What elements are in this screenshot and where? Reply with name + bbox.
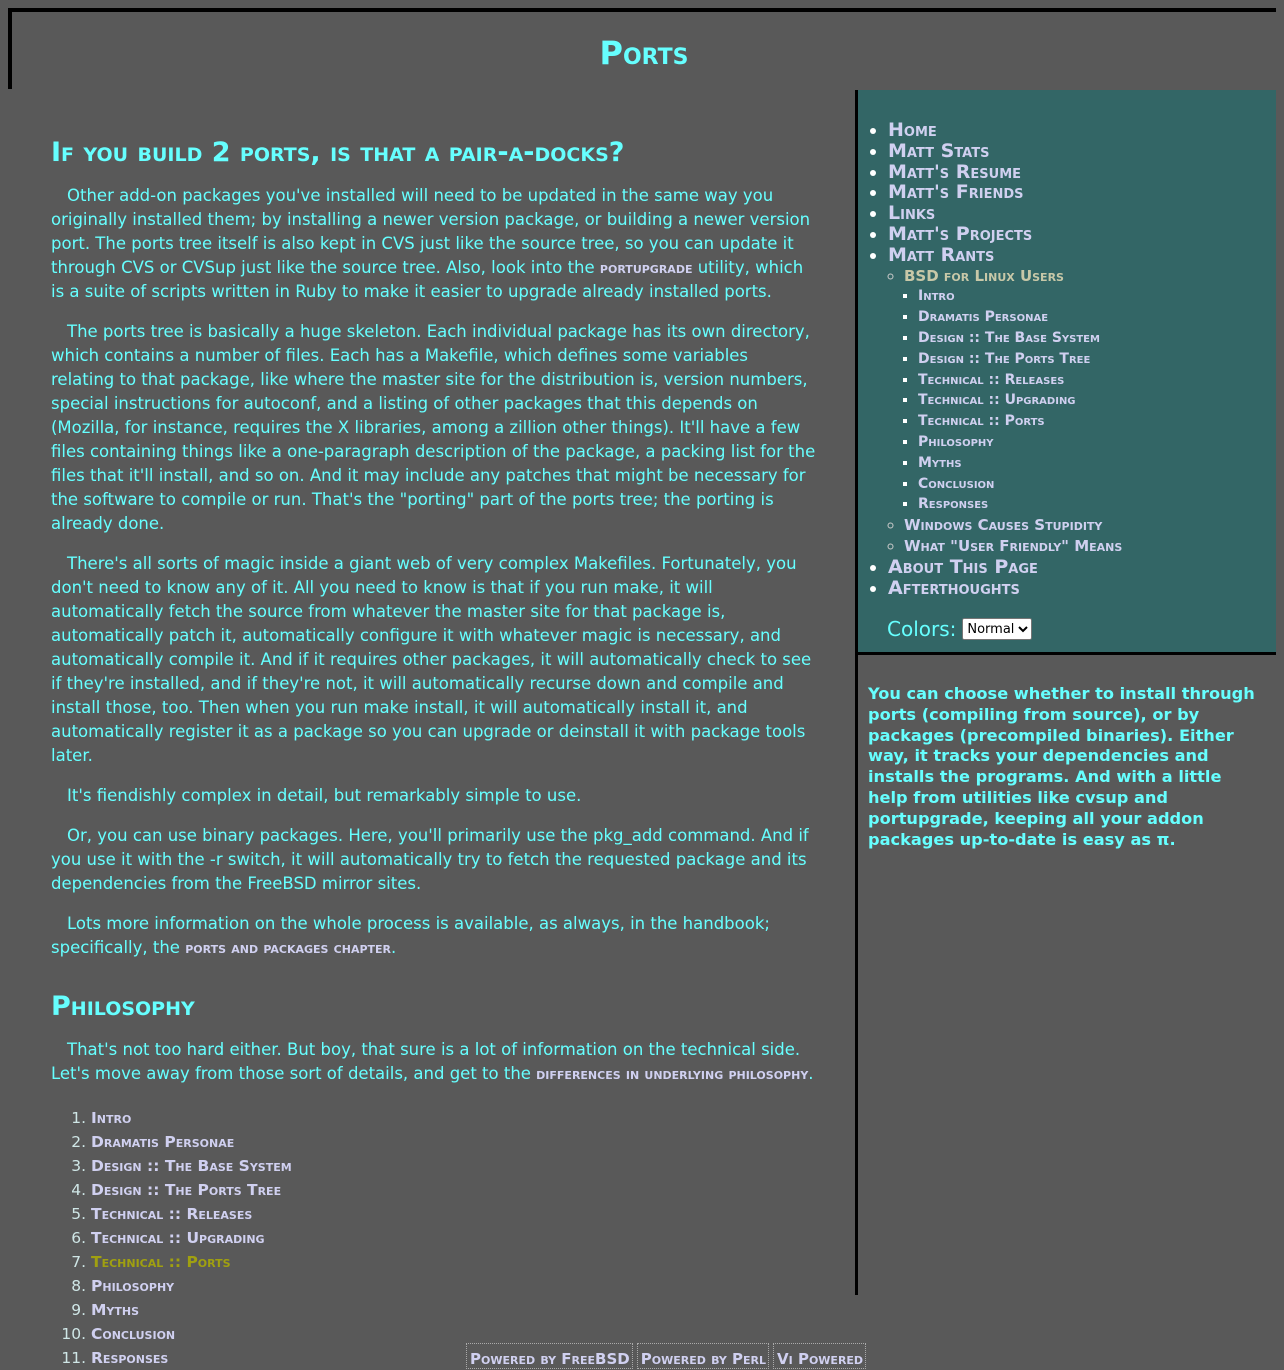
nav-item	[888, 162, 1276, 183]
colors-label: Colors:	[887, 617, 957, 641]
nav-link-about[interactable]: About This Page	[888, 555, 1038, 578]
vi-badge[interactable]: Vi Powered	[773, 1343, 866, 1369]
nav-chapter-link[interactable]: Conclusion	[918, 475, 995, 492]
nav-chapter-link[interactable]: Design :: The Ports Tree	[918, 350, 1091, 367]
paragraph: Lots more information on the whole process is available, as always, in the handbook; specifically, the ports and packages chapter.	[51, 914, 770, 957]
toc-item	[91, 1298, 816, 1322]
paragraph: There's all sorts of magic inside a giant web of very complex Makefiles. Fortunately, you don't need to know any of it. All you need to know is that if you run make, it will automatically fetch the source from whatever the master site for that package is, automatically patch it, automatically configure it with whatever magic is necessary, and automatically compile it. And if it requires other packages, it will automatically check to see if they're installed, and if they're not, it will automatically recurse down and compile and install those, too. Then when you run make install, it will automatically install it, and automatically register it as a package so you can upgrade or deinstall it with package tools later.	[51, 554, 812, 765]
nav-chapter-link[interactable]: Technical :: Upgrading	[918, 392, 1076, 409]
nav-link-stats[interactable]: Matt Stats	[888, 139, 990, 162]
toc-link[interactable]: Technical :: Upgrading	[91, 1229, 265, 1247]
toc-item	[91, 1202, 816, 1226]
nav-item	[888, 203, 1276, 224]
nav-subsubitem	[918, 349, 1276, 370]
colors-select[interactable]	[962, 618, 1032, 640]
toc-item-current	[91, 1250, 816, 1274]
toc-item	[91, 1178, 816, 1202]
nav-chapter-link[interactable]: Technical :: Ports	[918, 413, 1045, 430]
nav-chapter-link[interactable]: Myths	[918, 454, 962, 471]
toc-link[interactable]: Technical :: Releases	[91, 1205, 253, 1223]
nav-item	[888, 245, 1276, 557]
paragraph: Other add-on packages you've installed will need to be updated in the same way you originally installed them; by installing a newer version package, or building a newer version port. The ports tree itself is also kept in CVS just like the source tree, so you can update it through CVS or CVSup just like the source tree. Also, look into the portupgrade utility, which is a suite of scripts written in Ruby to make it easier to upgrade already installed ports.	[51, 186, 811, 301]
nav-link-user-friendly[interactable]: What "User Friendly" Means	[904, 536, 1123, 555]
nav-link-windows-stupidity[interactable]: Windows Causes Stupidity	[904, 516, 1103, 535]
paragraph: That's not too hard either. But boy, that sure is a lot of information on the technical side. Let's move away from those sort of details, and get to the differences in underlying philosophy.	[51, 1040, 814, 1083]
nav-subsubitem	[918, 432, 1276, 453]
freebsd-badge[interactable]: Powered by FreeBSD	[466, 1343, 633, 1369]
nav-subsubitem	[918, 494, 1276, 515]
toc-link-current[interactable]: Technical :: Ports	[91, 1253, 231, 1271]
nav-item	[888, 141, 1276, 162]
paragraph: It's fiendishly complex in detail, but remarkably simple to use.	[67, 786, 582, 805]
toc-link[interactable]: Philosophy	[91, 1277, 175, 1295]
page-header	[8, 8, 1276, 89]
nav-link-resume[interactable]: Matt's Resume	[888, 160, 1022, 183]
section-heading-philosophy: Philosophy	[51, 991, 195, 1022]
paragraph: The ports tree is basically a huge skeleton. Each individual package has its own directory, which contains a number of files. Each has a Makefile, which defines some variables relating to that package, like where the master site for the distribution is, version numbers, special instructions for autoconf, and a listing of other packages that this depends on (Mozilla, for instance, requires the X libraries, among a zillion other things). It'll have a few files containing things like a one-paragraph description of the package, a packing list for the files that it'll install, and so on. And it may include any patches that might be necessary for the software to compile or run. That's the "porting" part of the ports tree; the porting is already done.	[51, 322, 816, 533]
colors-control	[887, 617, 1032, 641]
nav-link-home[interactable]: Home	[888, 119, 937, 141]
nav-link-afterthoughts[interactable]: Afterthoughts	[888, 576, 1020, 599]
section-heading-ports: If you build 2 ports, is that a pair-a-docks?	[51, 137, 625, 168]
nav-chapter-link[interactable]: Intro	[918, 288, 955, 305]
nav-subsublist	[904, 286, 1276, 515]
footer-badges	[466, 1343, 866, 1369]
page-title: Ports	[599, 34, 689, 72]
nav-link-rants[interactable]: Matt Rants	[888, 243, 995, 266]
nav-subsubitem	[918, 453, 1276, 474]
nav-subsubitem	[918, 370, 1276, 391]
nav-subsubitem	[918, 411, 1276, 432]
nav-item	[888, 120, 1276, 141]
toc-item	[91, 1226, 816, 1250]
toc-link[interactable]: Design :: The Ports Tree	[91, 1181, 282, 1199]
nav-subsubitem	[918, 474, 1276, 495]
nav-sublist	[888, 266, 1276, 557]
nav-subsubitem	[918, 286, 1276, 307]
nav-link-projects[interactable]: Matt's Projects	[888, 222, 1033, 245]
toc-link[interactable]: Design :: The Base System	[91, 1157, 292, 1175]
nav-link-links[interactable]: Links	[888, 202, 936, 225]
toc-item	[91, 1130, 816, 1154]
perl-badge[interactable]: Powered by Perl	[637, 1343, 769, 1369]
nav-chapter-link[interactable]: Design :: The Base System	[918, 329, 1100, 346]
nav-subitem	[904, 266, 1276, 516]
nav-subsubitem	[918, 390, 1276, 411]
toc-item	[91, 1274, 816, 1298]
nav-subitem	[904, 515, 1276, 536]
sidebar-nav	[858, 90, 1276, 655]
nav-link-bsd-for-linux[interactable]: BSD for Linux Users	[904, 266, 1064, 285]
page-summary: You can choose whether to install through ports (compiling from source), or by packages (precompiled binaries). Either way, it tracks your dependencies and installs the programs. And with a little help from utilities like cvsup and portupgrade, keeping all your addon packages up-to-date is easy as π.	[868, 684, 1255, 849]
nav-item	[888, 182, 1276, 203]
nav-item	[888, 557, 1276, 578]
nav-chapter-link[interactable]: Philosophy	[918, 433, 994, 450]
nav-item	[888, 224, 1276, 245]
nav-subsubitem	[918, 328, 1276, 349]
nav-link-friends[interactable]: Matt's Friends	[888, 181, 1024, 204]
toc-item	[91, 1106, 816, 1130]
toc-link[interactable]: Conclusion	[91, 1325, 176, 1343]
nav-list	[858, 90, 1276, 598]
toc-link[interactable]: Intro	[91, 1109, 132, 1127]
nav-chapter-link[interactable]: Dramatis Personae	[918, 309, 1049, 326]
handbook-chapter-link[interactable]: ports and packages chapter	[185, 939, 392, 957]
toc-item	[91, 1154, 816, 1178]
main-content	[51, 90, 816, 1370]
paragraph: Or, you can use binary packages. Here, you'll primarily use the pkg_add command. And if you use it with the -r switch, it will automatically try to fetch the requested package and its dependencies from the FreeBSD mirror sites.	[51, 826, 809, 893]
nav-chapter-link[interactable]: Responses	[918, 496, 989, 513]
philosophy-link[interactable]: differences in underlying philosophy	[536, 1065, 809, 1083]
nav-chapter-link[interactable]: Technical :: Releases	[918, 371, 1065, 388]
toc-link[interactable]: Dramatis Personae	[91, 1133, 235, 1151]
table-of-contents	[51, 1106, 816, 1370]
toc-link[interactable]: Myths	[91, 1301, 140, 1319]
nav-subsubitem	[918, 307, 1276, 328]
portupgrade-link[interactable]: portupgrade	[599, 259, 693, 277]
nav-item	[888, 578, 1276, 599]
nav-subitem	[904, 536, 1276, 557]
toc-link[interactable]: Responses	[91, 1349, 169, 1367]
